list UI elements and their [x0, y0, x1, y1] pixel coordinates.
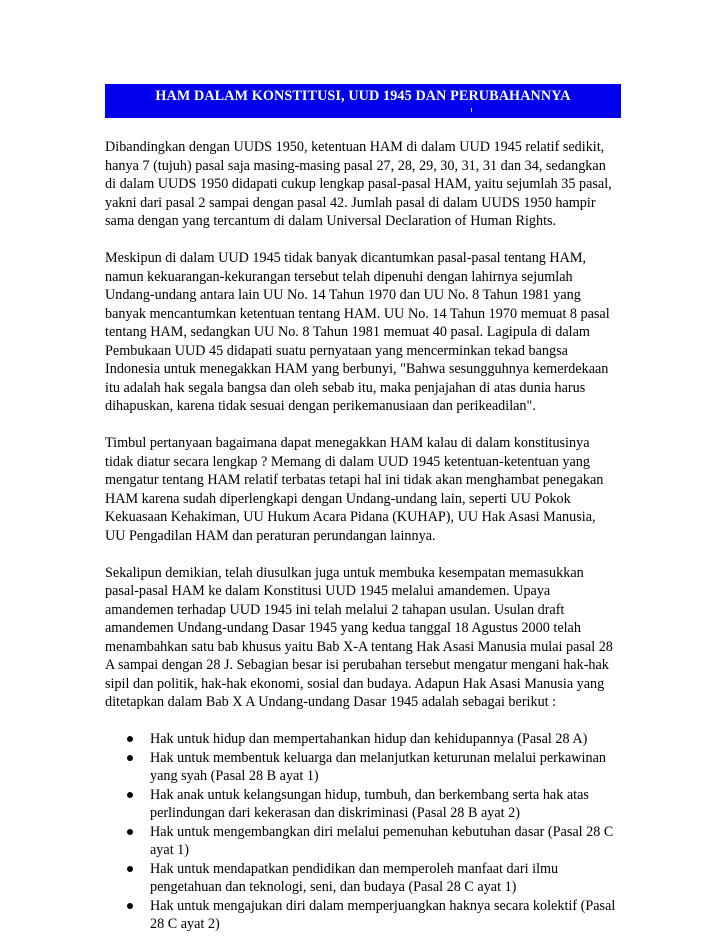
paragraph-line: tidak diatur secara lengkap ? Memang di dalam UUD 1945 ketentuan-ketentuan yang	[105, 453, 590, 470]
paragraph-line: di dalam UUDS 1950 didapati cukup lengkap pasal-pasal HAM, yaitu sejumlah 35 pasal,	[105, 176, 612, 192]
paragraph-line: menambahkan satu bab khusus yaitu Bab X-A tentang Hak Asasi Manusia mulai pasal 28	[105, 638, 613, 655]
paragraph-line: amandemen terhadap UUD 1945 ini telah melalui 2 tahapan usulan. Usulan draft	[105, 601, 565, 618]
paragraph-line: hanya 7 (tujuh) pasal saja masing-masing pasal 27, 28, 29, 30, 31, 31 dan 34, sedangkan	[105, 157, 606, 174]
bullet-line: perlindungan dari kekerasan dan diskriminasi (Pasal 28 B ayat 2)	[150, 805, 520, 821]
bullet-line: ayat 1)	[150, 842, 189, 858]
paragraph-line: amandemen Undang-undang Dasar 1945 yang kedua tanggal 18 Agustus 2000 telah	[105, 620, 581, 636]
bullet-item	[105, 823, 621, 860]
body-paragraph	[105, 138, 621, 231]
bullet-item	[105, 730, 621, 749]
paragraph-line: namun kekuarangan-kekurangan tersebut telah dipenuhi dengan lahirnya sejumlah	[105, 268, 573, 285]
bullet-item	[105, 860, 621, 897]
body-paragraph	[105, 564, 621, 712]
paragraph-line: HAM karena sudah diperlengkapi dengan Undang-undang lain, seperti UU Pokok	[105, 490, 571, 507]
bullet-line: Hak untuk mendapatkan pendidikan dan memperoleh manfaat dari ilmu	[150, 860, 559, 877]
paragraph-line: Sekalipun demikian, telah diusulkan juga untuk membuka kesempatan memasukkan	[105, 564, 584, 581]
paragraph-line: Kekuasaan Kehakiman, UU Hukum Acara Pidana (KUHAP), UU Hak Asasi Manusia,	[105, 509, 596, 525]
title-banner-mark	[471, 108, 472, 112]
bullet-icon	[127, 903, 133, 909]
paragraph-line: Undang-undang antara lain UU No. 14 Tahun 1970 dan UU No. 8 Tahun 1981 yang	[105, 287, 581, 303]
paragraph-line: banyak mencantumkan ketentuan tentang HAM. UU No. 14 Tahun 1970 memuat 8 pasal	[105, 305, 610, 322]
document-title: HAM DALAM KONSTITUSI, UUD 1945 DAN PERUBAHANNYA	[155, 88, 571, 104]
paragraph-line: A sampai dengan 28 J. Sebagian besar isi perubahan tersebut mengatur mengani hak-hak	[105, 657, 609, 673]
paragraph-line: tentang HAM, sedangkan UU No. 8 Tahun 1981 memuat 40 pasal. Lagipula di dalam	[105, 324, 590, 340]
document-body	[105, 138, 621, 934]
bullet-line: Hak untuk mengembangkan diri melalui pemenuhan kebutuhan dasar (Pasal 28 C	[150, 823, 614, 840]
bullet-line: yang syah (Pasal 28 B ayat 1)	[150, 768, 319, 784]
paragraph-line: dihapuskan, karena tidak sesuai dengan perikemanusiaan dan perikeadilan".	[105, 398, 536, 414]
paragraph-line: Pembukaan UUD 45 didapati suatu pernyataan yang mencerminkan tekad bangsa	[105, 342, 568, 359]
paragraph-line: itu adalah hak segala bangsa dan oleh sebab itu, maka penjajahan di atas dunia harus	[105, 379, 586, 396]
bullet-icon	[127, 755, 133, 761]
paragraph-line: pasal-pasal HAM ke dalam Konstitusi UUD 1945 melalui amandemen. Upaya	[105, 583, 551, 599]
paragraph-line: Timbul pertanyaan bagaimana dapat menegakkan HAM kalau di dalam konstitusinya	[105, 435, 590, 451]
title-banner	[105, 84, 621, 118]
paragraph-line: mengatur tentang HAM relatif terbatas tetapi hal ini tidak akan menghambat penegakan	[105, 472, 604, 488]
body-paragraph	[105, 434, 621, 545]
bullet-item	[105, 897, 621, 934]
bullet-icon	[127, 829, 133, 835]
paragraph-line: sama dengan yang tercantum di dalam Universal Declaration of Human Rights.	[105, 213, 557, 229]
paragraph-line: Meskipun di dalam UUD 1945 tidak banyak dicantumkan pasal-pasal tentang HAM,	[105, 250, 587, 266]
bullet-line: Hak untuk membentuk keluarga dan melanjutkan keturunan melalui perkawinan	[150, 749, 606, 766]
bullet-line: Hak anak untuk kelangsungan hidup, tumbuh, dan berkembang serta hak atas	[150, 786, 589, 803]
paragraph-line: ditetapkan dalam Bab X A Undang-undang Dasar 1945 adalah sebagai berikut :	[105, 694, 557, 710]
bullet-line: Hak untuk hidup dan mempertahankan hidup dan kehidupannya (Pasal 28 A)	[150, 731, 588, 747]
bullet-line: Hak untuk mengajukan diri dalam memperjuangkan haknya secara kolektif (Pasal	[150, 897, 616, 914]
paragraph-line: yakni dari pasal 2 sampai dengan pasal 42. Jumlah pasal di dalam UUDS 1950 hampir	[105, 194, 596, 211]
bullet-icon	[127, 792, 133, 798]
bullet-icon	[127, 866, 133, 872]
bullet-line: pengetahuan dan teknologi, seni, dan budaya (Pasal 28 C ayat 1)	[150, 879, 517, 895]
bullet-item	[105, 749, 621, 786]
rights-bullet-list	[105, 730, 621, 934]
paragraph-line: Dibandingkan dengan UUDS 1950, ketentuan HAM di dalam UUD 1945 relatif sedikit,	[105, 139, 605, 155]
bullet-item	[105, 786, 621, 823]
paragraph-line: sipil dan politik, hak-hak ekonomi, sosial dan budaya. Adapun Hak Asasi Manusia yang	[105, 675, 605, 692]
paragraph-line: Indonesia untuk menegakkan HAM yang berbunyi, "Bahwa sesungguhnya kemerdekaan	[105, 361, 609, 377]
paragraph-line: UU Pengadilan HAM dan peraturan perundangan lainnya.	[105, 527, 436, 544]
bullet-icon	[127, 736, 133, 742]
paragraph-list	[105, 138, 621, 712]
bullet-line: 28 C ayat 2)	[150, 916, 220, 932]
body-paragraph	[105, 249, 621, 416]
